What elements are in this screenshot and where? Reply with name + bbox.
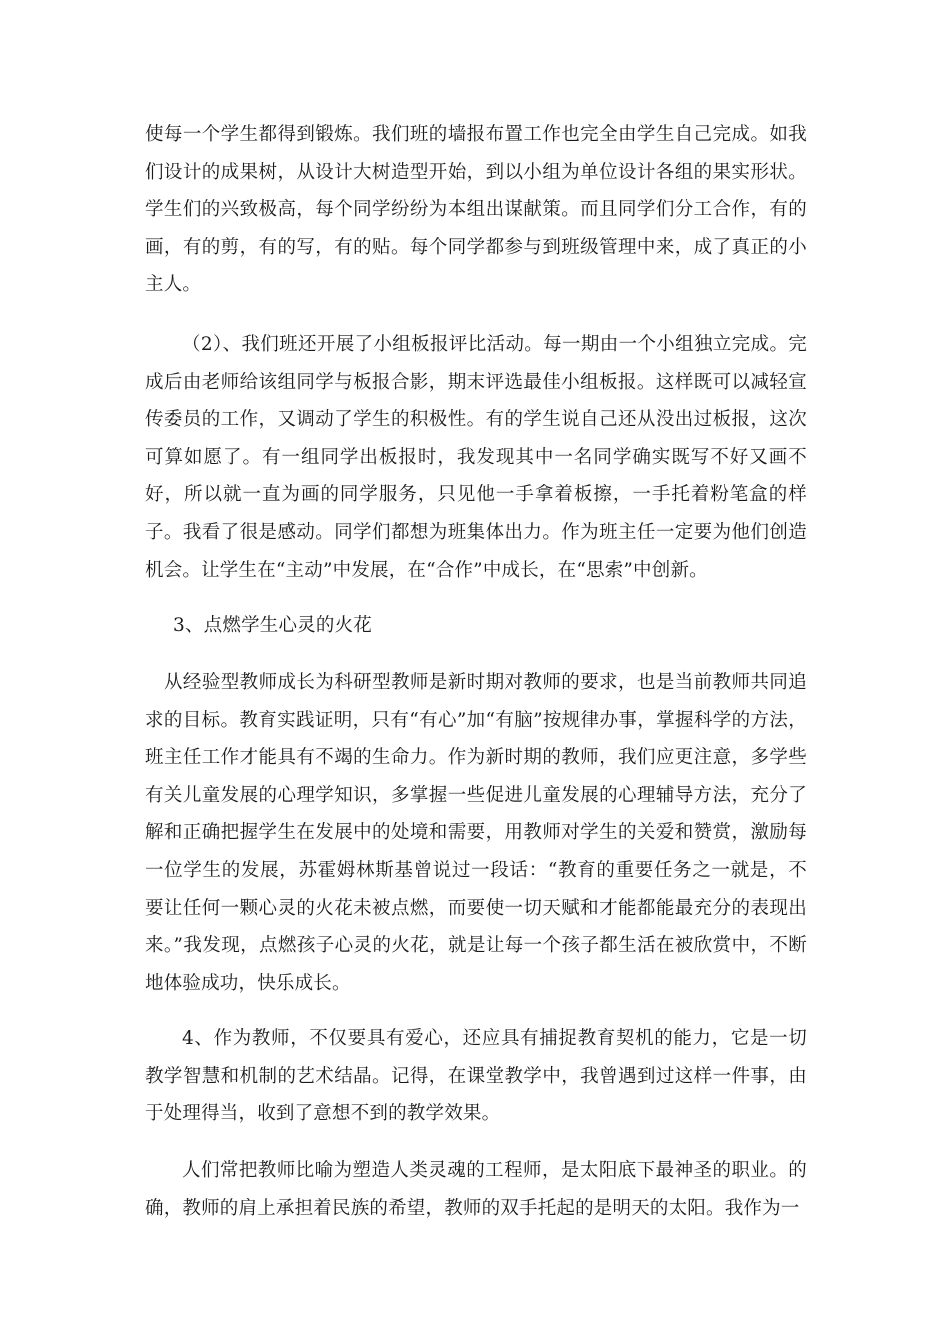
- paragraph-blackboard-contest: （2）、我们班还开展了小组板报评比活动。每一期由一个小组独立完成。完成后由老师给该组同学与板报合影，期末评选最佳小组板报。这样既可以减轻宣传委员的工作，又调动了学生的积极性。有的学生说自己还从没出过板报，这次可算如愿了。有一组同学出板报时，我发现其中一名同学确实既写不好又画不好，所以就一直为画的同学服务，只见他一手拿着板擦，一手托着粉笔盒的样子。我看了很是感动。同学们都想为班集体出力。作为班主任一定要为他们创造机会。让学生在“主动”中发展，在“合作”中成长，在“思索”中创新。: [145, 334, 807, 581]
- section-heading-spark: 3、点燃学生心灵的火花: [173, 615, 372, 636]
- paragraph-soul-engineer: 人们常把教师比喻为塑造人类灵魂的工程师，是太阳底下最神圣的职业。的确，教师的肩上承担着民族的希望，教师的双手托起的是明天的太阳。我作为一: [145, 1160, 807, 1219]
- paragraph-wall-newspaper: 使每一个学生都得到锻炼。我们班的墙报布置工作也完全由学生自己完成。如我们设计的成果树，从设计大树造型开始，到以小组为单位设计各组的果实形状。学生们的兴致极高，每个同学纷纷为本组出谋献策。而且同学们分工合作，有的画，有的剪，有的写，有的贴。每个同学都参与到班级管理中来，成了真正的小主人。: [145, 124, 807, 296]
- paragraph-research-teacher: 从经验型教师成长为科研型教师是新时期对教师的要求，也是当前教师共同追求的目标。教育实践证明，只有“有心”加“有脑”按规律办事，掌握科学的方法，班主任工作才能具有不竭的生命力。作为新时期的教师，我们应更注意，多学些有关儿童发展的心理学知识，多掌握一些促进儿童发展的心理辅导方法，充分了解和正确把握学生在发展中的处境和需要，用教师对学生的关爱和赞赏，激励每一位学生的发展，苏霍姆林斯基曾说过一段话：“教育的重要任务之一就是，不要让任何一颗心灵的火花未被点燃，而要使一切天赋和才能都能最充分的表现出来。”我发现，点燃孩子心灵的火花，就是让每一个孩子都生活在被欣赏中，不断地体验成功，快乐成长。: [145, 672, 807, 994]
- paragraph-teaching-opportunity: 4、作为教师，不仅要具有爱心，还应具有捕捉教育契机的能力，它是一切教学智慧和机制的艺术结晶。记得，在课堂教学中，我曾遇到过这样一件事，由于处理得当，收到了意想不到的教学效果。: [145, 1028, 807, 1125]
